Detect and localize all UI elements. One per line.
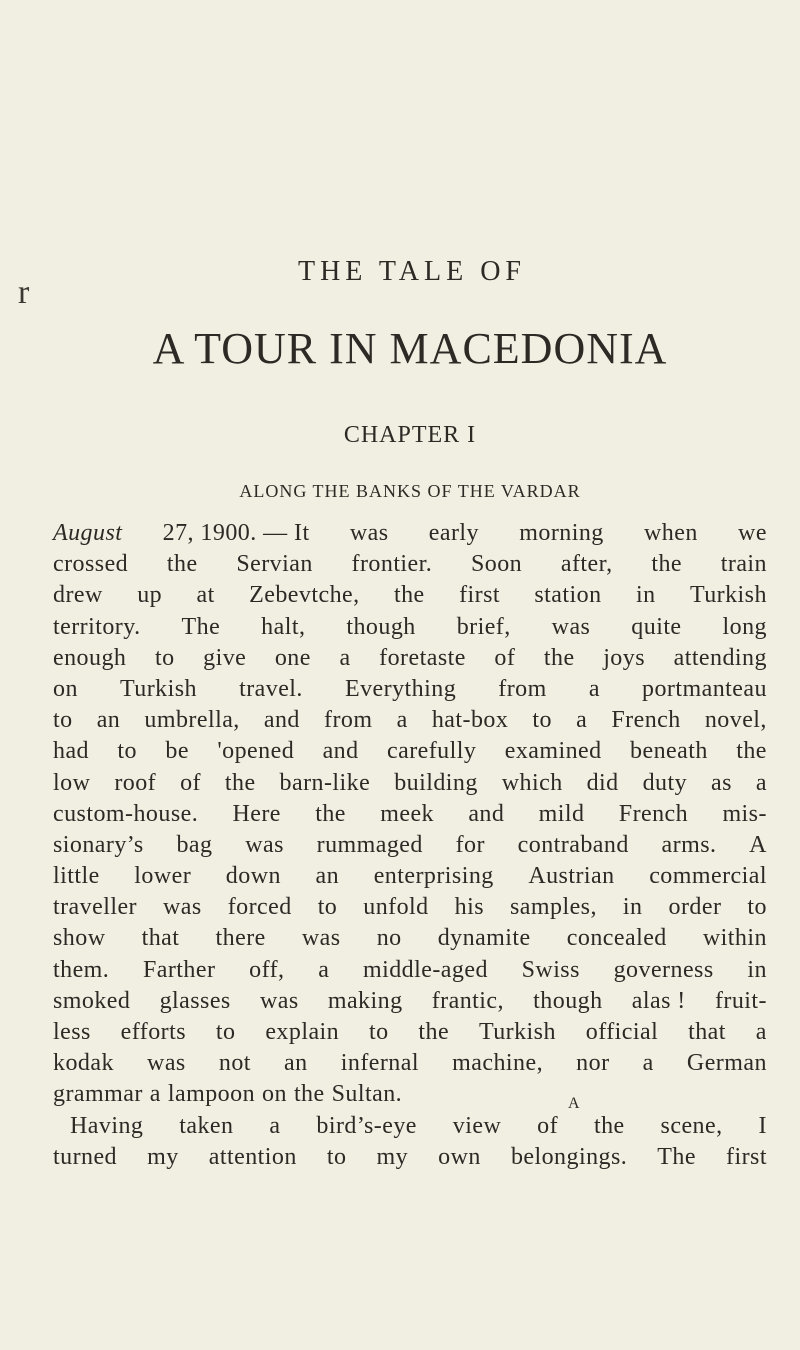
word: within <box>702 925 767 952</box>
word: view <box>452 1112 502 1139</box>
word: attention <box>208 1143 297 1170</box>
word: drew <box>53 582 103 609</box>
word: my <box>147 1143 179 1170</box>
word: a <box>755 769 767 796</box>
word: rummaged <box>316 831 423 858</box>
word: August <box>53 520 123 546</box>
body-line <box>53 580 767 611</box>
word: not <box>218 1050 251 1077</box>
body-line <box>53 1111 767 1142</box>
word: custom-house. <box>53 800 199 827</box>
word: was <box>551 613 591 640</box>
body-line <box>53 1017 767 1048</box>
word: morning <box>519 520 604 546</box>
word: turned <box>53 1143 118 1170</box>
word: Austrian <box>528 863 615 890</box>
word: was <box>147 1050 186 1077</box>
word: mis- <box>722 800 767 827</box>
word: Turkish <box>689 582 767 609</box>
page-title: A TOUR IN MACEDONIA <box>152 324 668 373</box>
word: train <box>720 551 767 578</box>
word: bag <box>176 831 213 858</box>
word: my <box>376 1143 409 1170</box>
word: I <box>758 1112 767 1139</box>
word: smoked <box>53 987 131 1014</box>
word: umbrella, <box>144 707 240 734</box>
word: middle-aged <box>363 956 488 983</box>
word: an <box>284 1050 308 1077</box>
body-line <box>53 768 767 799</box>
word: carefully <box>386 738 477 765</box>
body-line <box>53 518 767 549</box>
chapter-subtitle: ALONG THE BANKS OF THE VARDAR <box>239 481 581 501</box>
word: the <box>736 738 767 765</box>
word: A <box>749 831 767 858</box>
word: own <box>438 1143 481 1170</box>
word: The <box>181 613 221 640</box>
word: a <box>642 1050 654 1077</box>
word: when <box>643 520 698 546</box>
word: Turkish <box>120 675 197 702</box>
word: governess <box>613 956 714 983</box>
word: to <box>532 707 552 734</box>
word: the <box>166 551 198 578</box>
word: The <box>657 1143 696 1170</box>
word: there <box>215 925 266 952</box>
word: Soon <box>470 551 523 578</box>
word: as <box>711 769 732 796</box>
word: long <box>722 613 767 640</box>
word: 'opened <box>217 738 295 765</box>
word: concealed <box>566 925 667 952</box>
word: a <box>588 675 600 702</box>
word: the <box>315 800 346 827</box>
word: French <box>611 707 681 734</box>
body-line <box>53 955 767 986</box>
word: a <box>576 707 588 734</box>
word: was <box>245 831 284 858</box>
word: low <box>53 769 91 796</box>
word: infernal <box>340 1050 419 1077</box>
word: Zebevtche, <box>249 582 360 609</box>
word: a <box>396 707 408 734</box>
word: nor <box>576 1050 610 1077</box>
word: in <box>622 894 643 921</box>
word: one <box>274 644 311 671</box>
word: the <box>543 644 575 671</box>
word: beneath <box>630 738 708 765</box>
word: taken <box>179 1112 234 1139</box>
word: on <box>53 675 78 702</box>
word: the <box>651 551 683 578</box>
word: to <box>747 894 767 921</box>
word: to <box>53 707 73 734</box>
word: Farther <box>142 956 216 983</box>
word: little <box>53 863 100 890</box>
word: first <box>726 1143 767 1170</box>
word: kodak <box>53 1050 114 1077</box>
word: making <box>327 987 403 1014</box>
word: fruit- <box>714 987 767 1014</box>
word: German <box>686 1050 767 1077</box>
word: to <box>117 738 137 765</box>
word: sionary’s <box>53 831 144 858</box>
word: down <box>225 863 281 890</box>
word: crossed <box>53 551 129 578</box>
word: we <box>738 520 767 546</box>
word: Servian <box>236 551 313 578</box>
word: the <box>224 769 256 796</box>
word: though <box>346 613 416 640</box>
word: Sultan. <box>331 1081 403 1108</box>
word: samples, <box>510 894 597 921</box>
word: unfold <box>363 894 429 921</box>
word: order <box>668 894 722 921</box>
word: territory. <box>53 613 141 640</box>
word: lampoon <box>167 1081 256 1108</box>
word: Having <box>70 1112 144 1139</box>
word: his <box>454 894 484 921</box>
body-line <box>53 549 767 580</box>
word: roof <box>114 769 157 796</box>
word: a <box>755 1019 767 1045</box>
word: contraband <box>517 831 629 858</box>
word: scene, <box>660 1112 723 1139</box>
word: to <box>368 1019 389 1045</box>
word: less <box>53 1019 91 1045</box>
word: an <box>96 707 121 734</box>
word: 27, 1900. — It <box>162 520 310 546</box>
word: that <box>688 1019 726 1045</box>
body-line <box>53 1079 767 1110</box>
word: and <box>322 738 359 765</box>
word: of <box>537 1112 559 1139</box>
word: duty <box>642 769 688 796</box>
body-line <box>53 705 767 736</box>
body-line <box>53 830 767 861</box>
word: and <box>263 707 300 734</box>
word: glasses <box>159 987 231 1014</box>
word: machine, <box>452 1050 544 1077</box>
word: which <box>501 769 563 796</box>
body-line <box>53 799 767 830</box>
word: the <box>393 582 425 609</box>
word: give <box>203 644 247 671</box>
word: belongings. <box>510 1143 628 1170</box>
word: station <box>534 582 602 609</box>
word: in <box>747 956 767 983</box>
word: brief, <box>456 613 511 640</box>
word: up <box>137 582 163 609</box>
word: a <box>339 644 351 671</box>
chapter-heading: CHAPTER I <box>343 422 477 448</box>
body-line <box>53 892 767 923</box>
word: them. <box>53 956 110 983</box>
word: the <box>418 1019 450 1045</box>
body-line <box>53 736 767 767</box>
word: Turkish <box>478 1019 556 1045</box>
word: traveller <box>53 894 137 921</box>
word: a <box>269 1112 281 1139</box>
word: of <box>180 769 201 796</box>
word: commercial <box>649 863 767 890</box>
word: the <box>593 1112 625 1139</box>
word: efforts <box>120 1019 187 1045</box>
word: frontier. <box>351 551 433 578</box>
word: Everything <box>345 675 457 702</box>
word: did <box>586 769 619 796</box>
word: and <box>468 800 505 827</box>
word: halt, <box>261 613 306 640</box>
body-line <box>53 1142 767 1173</box>
word: Here <box>232 800 281 827</box>
word: an <box>315 863 340 890</box>
word: in <box>635 582 656 609</box>
word: explain <box>265 1019 340 1045</box>
word: no <box>376 925 402 952</box>
word: Swiss <box>521 956 580 983</box>
word: off, <box>249 956 285 983</box>
body-text <box>53 518 767 1173</box>
word: quite <box>631 613 682 640</box>
word: to <box>154 644 175 671</box>
word: bird’s-eye <box>316 1112 417 1139</box>
word: be <box>165 738 189 765</box>
word: had <box>53 738 90 765</box>
word: to <box>215 1019 236 1045</box>
word: novel, <box>704 707 767 734</box>
word: was <box>301 925 341 952</box>
word: portmanteau <box>642 675 767 702</box>
word: hat-box <box>431 707 509 734</box>
word: examined <box>504 738 602 765</box>
corner-mark: r <box>18 274 30 311</box>
word: that <box>141 925 180 952</box>
word: at <box>196 582 215 609</box>
word: foretaste <box>379 644 466 671</box>
word: was <box>259 987 299 1014</box>
word: mild <box>538 800 585 827</box>
word: official <box>585 1019 659 1045</box>
body-line <box>53 986 767 1017</box>
series-heading: THE TALE OF <box>297 256 526 287</box>
body-line <box>53 612 767 643</box>
body-line <box>53 923 767 954</box>
word: to <box>326 1143 347 1170</box>
word: for <box>455 831 485 858</box>
body-line <box>53 674 767 705</box>
word: French <box>618 800 689 827</box>
word: the <box>293 1081 325 1108</box>
word: a <box>318 956 330 983</box>
word: enterprising <box>373 863 494 890</box>
word: first <box>459 582 500 609</box>
signature-letter: A <box>568 1095 580 1112</box>
word: a <box>149 1081 161 1108</box>
word: meek <box>380 800 434 827</box>
body-line <box>53 1048 767 1079</box>
word: early <box>428 520 479 546</box>
word: frantic, <box>431 987 504 1014</box>
word: to <box>317 894 338 921</box>
body-line <box>53 861 767 892</box>
word: was <box>349 520 389 546</box>
word: from <box>498 675 547 702</box>
word: forced <box>227 894 292 921</box>
word: joys <box>603 644 645 671</box>
word: barn-like <box>279 769 371 796</box>
word: was <box>163 894 202 921</box>
word: on <box>262 1081 287 1108</box>
word: attending <box>673 644 767 671</box>
word: from <box>324 707 373 734</box>
word: building <box>394 769 478 796</box>
word: of <box>494 644 516 671</box>
word: travel. <box>239 675 303 702</box>
body-line <box>53 643 767 674</box>
word: though <box>533 987 603 1014</box>
word: enough <box>53 644 127 671</box>
word: alas ! <box>631 987 686 1014</box>
word: dynamite <box>437 925 531 952</box>
word: arms. <box>661 831 717 858</box>
word: after, <box>560 551 613 578</box>
word: grammar <box>53 1081 143 1108</box>
word: show <box>53 925 106 952</box>
word: lower <box>134 863 192 890</box>
